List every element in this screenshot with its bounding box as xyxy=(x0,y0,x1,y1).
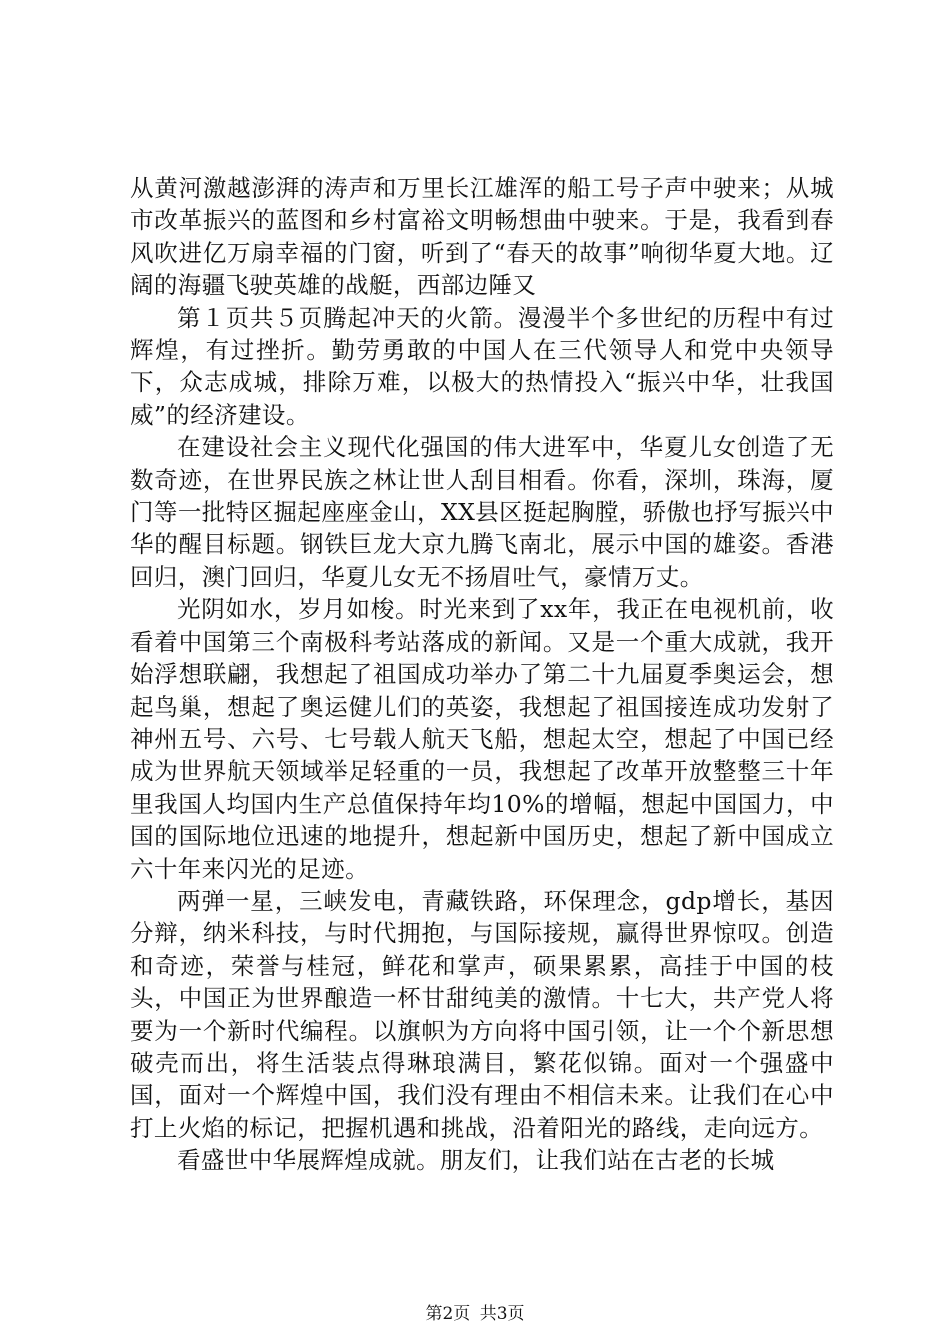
paragraph-3: 在建设社会主义现代化强国的伟大进军中，华夏儿女创造了无数奇迹，在世界民族之林让世人刮目相看。你看，深圳，珠海，厦门等一批特区掘起座座金山，XX县区挺起胸膛，骄傲也抒写振兴中华的醒目标题。钢铁巨龙大京九腾飞南北，展示中国的雄姿。香港回归，澳门回归，华夏儿女无不扬眉吐气，豪情万丈。 xyxy=(130,433,834,591)
paragraph-4: 光阴如水，岁月如梭。时光来到了xx年，我正在电视机前，收看着中国第三个南极科考站落成的新闻。又是一个重大成就，我开始浮想联翩，我想起了祖国成功举办了第二十九届夏季奥运会，想起鸟巢，想起了奥运健儿们的英姿，我想起了祖国接连成功发射了神州五号、六号、七号载人航天飞船，想起太空，想起了中国已经成为世界航天领域举足轻重的一员，我想起了改革开放整整三十年里我国人均国内生产总值保持年均10%的增幅，想起中国国力，中国的国际地位迅速的地提升，想起新中国历史，想起了新中国成立六十年来闪光的足迹。 xyxy=(130,595,834,883)
paragraph-1: 从黄河激越澎湃的涛声和万里长江雄浑的船工号子声中驶来；从城市改革振兴的蓝图和乡村富裕文明畅想曲中驶来。于是，我看到春风吹进亿万扇幸福的门窗，听到了“春天的故事”响彻华夏大地。辽阔的海疆飞驶英雄的战艇，西部边陲又 xyxy=(130,174,834,300)
paragraph-2: 第１页共５页腾起冲天的火箭。漫漫半个多世纪的历程中有过辉煌，有过挫折。勤劳勇敢的中国人在三代领导人和党中央领导下，众志成城，排除万难，以极大的热情投入“振兴中华，壮我国威”的经济建设。 xyxy=(130,303,834,429)
page-footer xyxy=(0,1303,950,1325)
paragraph-6: 看盛世中华展辉煌成就。朋友们，让我们站在古老的长城 xyxy=(177,1146,775,1175)
document-body xyxy=(130,172,834,1177)
page-total: 共3页 xyxy=(479,1304,525,1324)
page-number: 第2页 xyxy=(425,1304,471,1324)
paragraph-5: 两弹一星，三峡发电，青藏铁路，环保理念，gdp增长，基因分辩，纳米科技，与时代拥抱，与国际接规，赢得世界惊叹。创造和奇迹，荣誉与桂冠，鲜花和掌声，硕果累累，高挂于中国的枝头，中国正为世界酿造一杯甘甜纯美的激情。十七大，共产党人将要为一个新时代编程。以旗帜为方向将中国引领，让一个个新思想破壳而出，将生活装点得琳琅满目，繁花似锦。面对一个强盛中国，面对一个辉煌中国，我们没有理由不相信未来。让我们在心中打上火焰的标记，把握机遇和挑战，沿着阳光的路线，走向远方。 xyxy=(130,886,834,1142)
